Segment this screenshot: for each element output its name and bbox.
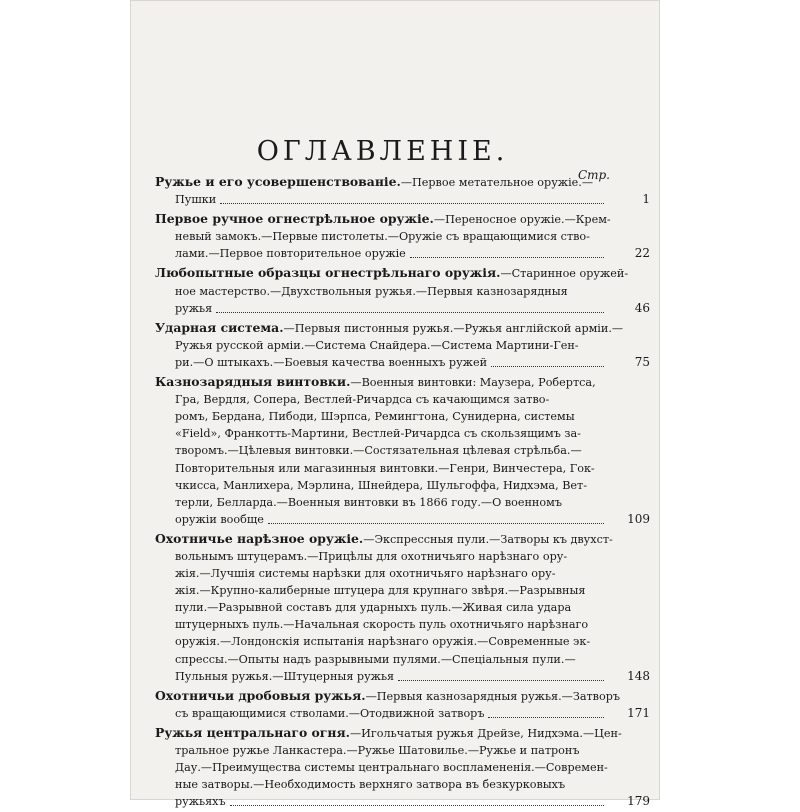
toc-page-number: 109 [627,511,650,526]
toc-entry-line: штуцерныхъ пуль.—Начальная скорость пуль охотничьяго нарѣзнаго [175,618,589,632]
toc-entry-text: —Экспрессныя пули.—Затворы къ двухст- [363,532,613,546]
toc-entry-line: тральное ружье Ланкастера.—Ружье Шатовилье.—Ружье и патронъ [175,744,580,757]
toc-entry-title: Ружье и его усовершенствованіе. [155,174,401,189]
toc-entry-line: ное мастерство.—Двухствольныя ружья.—Первыя казнозарядныя [175,284,568,298]
toc-entry-text: ружья [175,301,213,315]
toc-entry-line [155,530,613,548]
toc-entry-text: ружьяхъ [175,795,226,809]
dotted-leader [216,312,604,313]
toc-entry-line [155,319,624,337]
toc-entry-last-line [155,300,650,317]
toc-entry-line: жія.—Лучшія системы нарѣзки для охотничьяго нарѣзнаго ору- [175,567,556,581]
toc-page-number: 22 [634,246,650,261]
toc-entry-line: спрессы.—Опыты надъ разрывными пулями.—Спеціальныя пули.— [175,652,576,666]
toc-entry-title: Казнозарядныя винтовки. [155,374,351,390]
toc-entry-text: —Первое метательное оружіе.— [400,176,594,189]
toc-entry-title: Ружья центральнаго огня. [155,724,350,740]
toc-entry-text: съ вращающимися стволами.—Отодвижной затворъ [175,706,485,720]
toc-entry [155,724,650,810]
toc-entry-text: Пульныя ружья.—Штуцерныя ружья [175,669,395,683]
toc-entry-text: —Военныя винтовки: Маузера, Робертса, [350,376,596,390]
toc-entry [155,210,650,262]
toc-entry-text: —Первыя пистонныя ружья.—Ружья англійской арміи.— [283,321,624,335]
toc-entry-last-line [155,354,650,371]
dotted-leader [488,717,604,718]
toc-entry-last-line [155,705,650,722]
toc-entry [155,173,650,208]
toc-entry-last-line [155,668,650,685]
toc-entry-text: —Переносное оружіе.—Крем- [433,213,611,227]
toc-entry [155,373,650,528]
toc-entry-title: Любопытные образцы огнестрѣльнаго оружія. [155,265,501,281]
dotted-leader [398,680,604,681]
toc-entry-line [155,210,610,228]
toc-page-number: 46 [634,300,650,315]
toc-entry-line [155,687,620,705]
table-of-contents [155,135,650,812]
dotted-leader [230,805,604,806]
toc-entry-line [155,373,610,391]
toc-entry [155,319,650,371]
toc-entry-line: терли, Беллардa.—Военныя винтовки въ 1866 году.—О военномъ [175,495,562,509]
page-column-label: Стр. [577,168,610,182]
toc-entry-text: лами.—Первое повторительное оружіе [175,247,406,261]
toc-entry-title: Охотничьи дробовыя ружья. [155,687,366,703]
toc-page-number: 1 [642,192,650,207]
toc-entry [155,530,650,685]
toc-entry-last-line [155,793,650,810]
toc-entry-text: —Старинное оружей- [500,267,629,281]
toc-entry-line: жія.—Крупно-калиберные штуцера для крупнаго звѣря.—Разрывныя [175,584,586,598]
toc-entry [155,264,650,316]
toc-entry-line [155,264,629,282]
toc-entry-title: Охотничье нарѣзное оружіе. [155,530,364,546]
dotted-leader [268,523,604,524]
toc-entry-line: Ружья русской арміи.—Система Снайдера.—Система Мартини-Ген- [175,338,579,352]
toc-page-number: 171 [627,705,650,720]
toc-entry-line: ромъ, Бердана, Пибоди, Шэрпса, Ремингтона, Сунидерна, системы [175,410,575,424]
toc-entry-last-line [155,511,650,528]
toc-entry-line: Дау.—Преимущества системы центральнаго воспламененія.—Современ- [175,761,608,775]
toc-entries [155,173,650,812]
toc-entry-line [155,724,622,742]
toc-page-number: 75 [634,354,650,369]
toc-title: ОГЛАВЛЕНІЕ. [256,136,509,167]
toc-entry [155,687,650,722]
toc-entry-text: Пушки [175,193,217,207]
dotted-leader [220,203,604,204]
toc-entry-line: невый замокъ.—Первые пистолеты.—Оружіе съ вращающимися ство- [175,230,590,244]
toc-entry-line: чкисса, Манлихера, Мэрлина, Шнейдера, Шульгоффа, Нидхэма, Вет- [175,478,588,492]
toc-page-number: 148 [627,668,650,683]
toc-entry-line: ные затворы.—Необходимость верхняго затвора въ безкурковыхъ [175,778,566,792]
toc-entry-line: пули.—Разрывной составъ для ударныхъ пуль.—Живая сила удара [175,601,572,615]
toc-entry-last-line [155,245,650,262]
toc-entry-title: Первое ручное огнестрѣльное оружіе. [155,211,434,227]
toc-entry-line: оружія.—Лондонскія испытанія нарѣзнаго оружія.—Современные эк- [175,635,591,649]
toc-entry-line: творомъ.—Цѣлевыя винтовки.—Состязательная цѣлевая стрѣльба.— [175,444,582,458]
toc-page-number: 179 [627,794,650,809]
dotted-leader [410,257,604,258]
toc-entry-line: вольнымъ штуцерамъ.—Прицѣлы для охотничьяго нарѣзнаго ору- [175,549,568,563]
toc-entry-text: ри.—О штыкахъ.—Боевыя качества военныхъ ружей [175,355,488,369]
toc-entry-text: оружіи вообще [175,512,264,526]
toc-entry-line: Повторительныя или магазинныя винтовки.—Генри, Винчестера, Гок- [175,461,595,475]
toc-entry-title: Ударная система. [155,319,284,335]
toc-entry-text: —Первыя казнозарядныя ружья.—Затворъ [365,689,620,703]
toc-entry-line: «Field», Франкотть-Мартини, Вестлей-Ричардса съ скользящимъ за- [175,427,581,441]
toc-entry-line [155,173,610,191]
dotted-leader [491,366,604,367]
toc-entry-line: Гра, Вердля, Сопера, Вестлей-Ричардса съ качающимся затво- [175,393,550,407]
toc-entry-last-line [155,191,650,208]
toc-entry-text: —Игольчатыя ружья Дрейзе, Нидхэма.—Цен- [349,726,622,740]
